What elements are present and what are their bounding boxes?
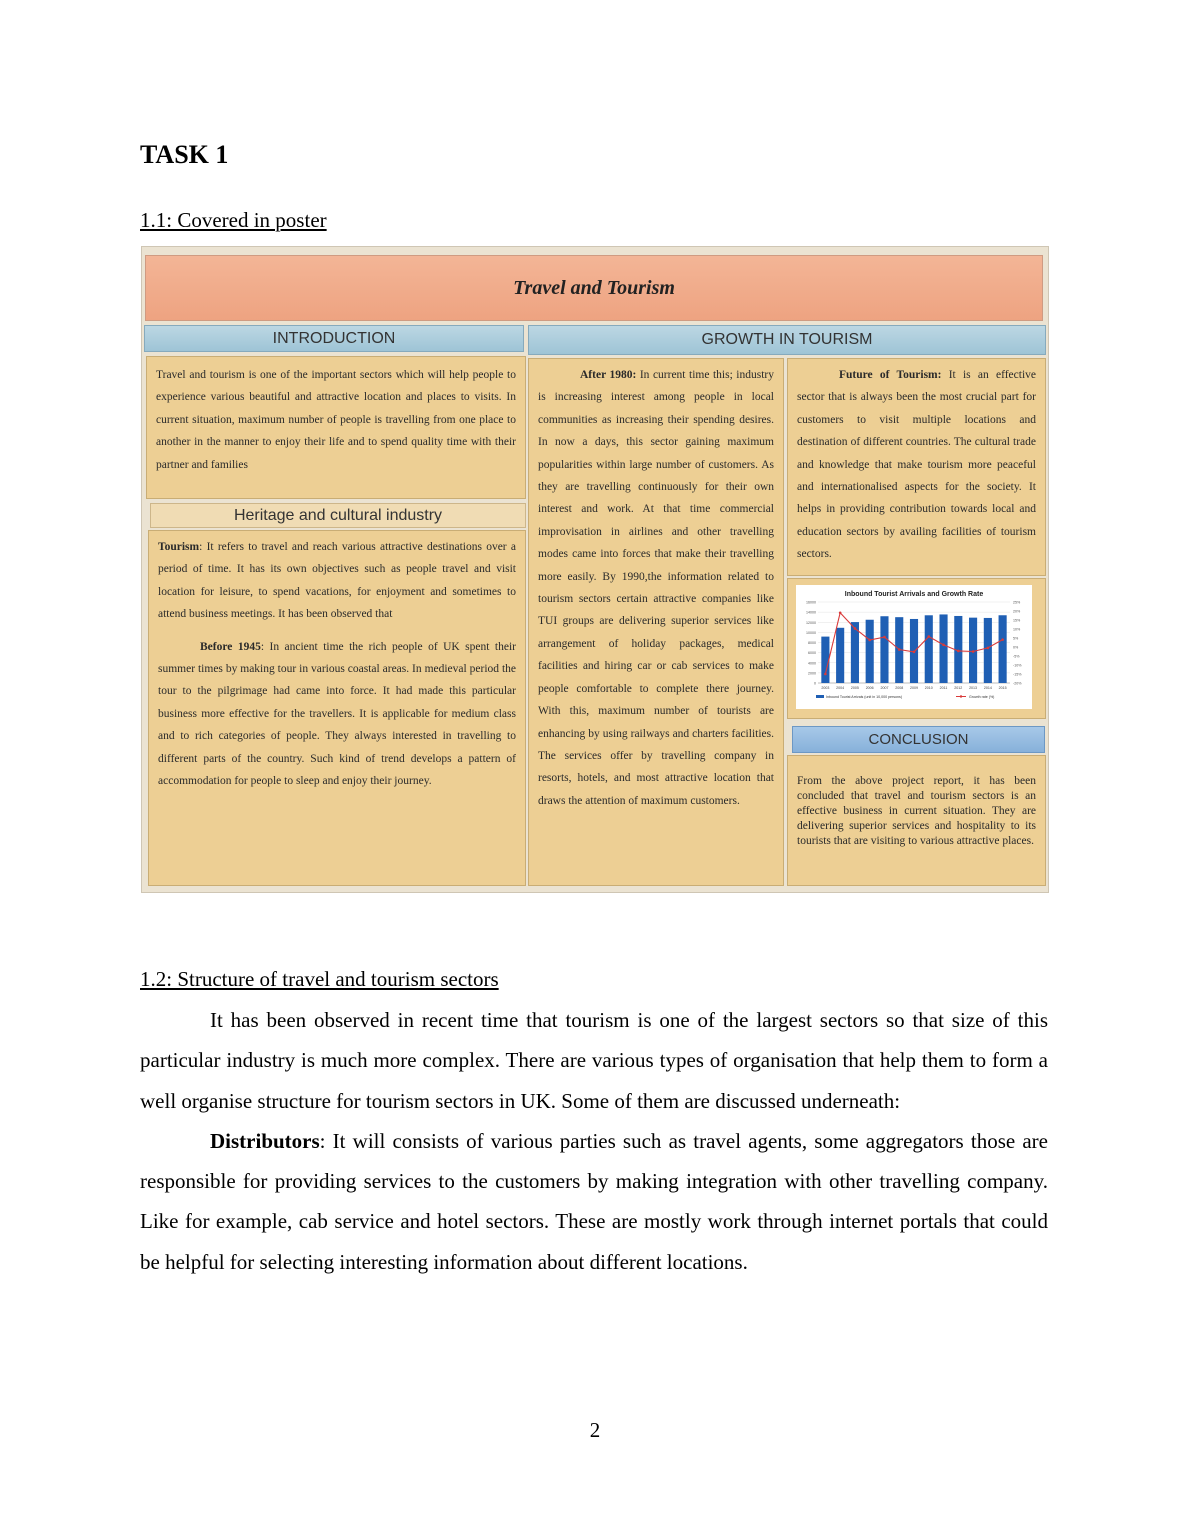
growth-point xyxy=(854,627,857,630)
after-1980-text: In current time this; industry is increasing interest among people in local communities as increasing their spending desires. In now a days, this sector gaining maximum popularities within large number of customers. As they are travelling continuously for their own interest and work. At that time commercial improvisation in airlines and other travelling modes came into forces that make their travelling more easily. By 1990,the information related to tourism sectors certain attractive companies like TUI groups are delivering superior services like arrangement of holiday packages, medical facilities and hiring car or cab services to make people comfortable to complete there journey. With this, maximum number of tourists are enhancing by using railways and charters facilities. The services offer by travelling company in resorts, hotels, and most attractive location that draws the attention of maximum customers. xyxy=(538,369,775,807)
future-box xyxy=(787,358,1046,576)
poster-title: Travel and Tourism xyxy=(145,255,1043,321)
tourism-text: : It refers to travel and reach various attractive destinations over a period of time. It has its own objectives such as people travel and visit location for leisure, to spend vacations, for enjoyment and sometimes to attend business meetings. It has been observed that xyxy=(158,541,516,621)
y-tick-label: 4000 xyxy=(808,661,816,666)
x-tick-label: 2013 xyxy=(969,686,978,690)
after-1980-paragraph xyxy=(538,364,774,812)
y-tick-label: 8000 xyxy=(808,641,816,645)
inbound-tourist-chart xyxy=(796,585,1032,709)
growth-point xyxy=(913,651,916,654)
growth-point xyxy=(883,636,886,639)
paragraph-intro: It has been observed in recent time that tourism is one of the largest sectors so that size of this particular industry is much more complex. There are various types of organisation that help them to form a well organise structure for tourism sectors in UK. Some of them are discussed underneath: xyxy=(140,1008,1048,1113)
future-paragraph xyxy=(797,364,1036,566)
tourism-paragraph xyxy=(158,536,516,626)
growth-point xyxy=(868,639,871,642)
body-text xyxy=(140,1000,1048,1282)
heritage-heading: Heritage and cultural industry xyxy=(150,503,526,528)
x-tick-label: 2012 xyxy=(954,686,963,690)
growth-point xyxy=(987,647,990,650)
x-tick-label: 2007 xyxy=(880,686,889,690)
distributors-text: : It will consists of various parties such as travel agents, some aggregators those are responsible for providing services to the customers by making integration with other travelling company. Like for example, cab service and hotel sectors. These are mostly work through internet portals that could be helpful for selecting interesting information about different locations. xyxy=(140,1128,1048,1274)
conclusion-heading: CONCLUSION xyxy=(792,726,1045,753)
bar xyxy=(880,616,888,683)
growth-point xyxy=(927,635,930,638)
page-number: 2 xyxy=(589,1418,601,1442)
x-tick-label: 2009 xyxy=(910,686,918,690)
y2-tick-label: 5% xyxy=(1013,636,1019,641)
growth-heading: GROWTH IN TOURISM xyxy=(528,325,1046,355)
before-1945-label: Before 1945 xyxy=(200,640,261,653)
growth-point xyxy=(972,650,975,653)
before-1945-paragraph xyxy=(158,636,516,793)
bar xyxy=(821,637,829,683)
y-tick-label: 6000 xyxy=(808,651,816,656)
y2-tick-label: -15% xyxy=(1013,672,1022,677)
y-tick-label: 16000 xyxy=(806,600,816,605)
y-tick-label: 0 xyxy=(814,681,816,686)
y-tick-label: 2000 xyxy=(808,671,816,676)
y2-tick-label: -20% xyxy=(1013,681,1022,686)
y2-tick-label: 10% xyxy=(1013,627,1021,632)
bar xyxy=(836,628,844,683)
y-tick-label: 14000 xyxy=(806,610,816,615)
conclusion-box xyxy=(787,755,1046,886)
y2-tick-label: 20% xyxy=(1013,609,1021,614)
y2-tick-label: -5% xyxy=(1013,654,1020,659)
future-text: It is an effective sector that is always been the most crucial part for customers to visit multiple locations and destination of different countries. The cultural trade and knowledge that make tourism more peaceful and internationalised aspects for the society. It helps in providing contribution towards local and education sectors by availing facilities of tourism sectors. xyxy=(797,369,1036,561)
y-tick-label: 10000 xyxy=(806,630,816,635)
y2-tick-label: 0% xyxy=(1013,645,1019,650)
y2-tick-label: -10% xyxy=(1013,663,1022,668)
x-tick-label: 2008 xyxy=(895,686,904,690)
bar xyxy=(984,618,992,683)
after-1980-label: After 1980: xyxy=(580,369,637,381)
task-heading: TASK 1 xyxy=(140,140,229,169)
y2-tick-label: 25% xyxy=(1013,600,1021,605)
section-heading-1-1: 1.1: Covered in poster xyxy=(140,208,327,232)
poster xyxy=(141,246,1049,893)
chart-box xyxy=(787,578,1046,719)
x-tick-label: 2011 xyxy=(939,686,948,690)
x-tick-label: 2010 xyxy=(924,686,933,690)
growth-point xyxy=(1001,638,1004,641)
paragraph-distributors xyxy=(140,1121,1048,1282)
x-tick-label: 2014 xyxy=(983,686,992,690)
bar xyxy=(939,614,947,683)
bar xyxy=(999,615,1007,683)
legend-label-line: Growth rate (%) xyxy=(969,695,995,699)
growth-point xyxy=(898,648,901,651)
conclusion-text: From the above project report, it has been concluded that travel and tourism sectors is an effective business in current situation. They are delivering superior services and hospitality to its tourists that are visiting to various attractive places. xyxy=(797,775,1036,847)
future-label: Future of Tourism: xyxy=(839,369,942,381)
bar xyxy=(866,620,874,683)
section-heading-1-2: 1.2: Structure of travel and tourism sectors xyxy=(140,967,499,991)
after-1980-box xyxy=(528,358,784,886)
x-tick-label: 2005 xyxy=(850,686,859,690)
introduction-heading: INTRODUCTION xyxy=(144,325,524,352)
x-tick-label: 2015 xyxy=(998,686,1007,690)
x-tick-label: 2004 xyxy=(836,686,845,690)
x-tick-label: 2003 xyxy=(821,686,830,690)
y2-tick-label: 15% xyxy=(1013,618,1021,623)
chart-title: Inbound Tourist Arrivals and Growth Rate xyxy=(844,591,984,598)
legend-swatch-point xyxy=(960,695,962,697)
chart-panel xyxy=(796,585,1032,709)
growth-point xyxy=(839,612,842,615)
introduction-box xyxy=(146,356,526,499)
before-1945-text: : In ancient time the rich people of UK spent their summer times by making tour in various coastal areas. In medieval period the tour to the pilgrimage had came into force. It had made this particular business more effective for the travellers. It is applicable for medium class and to rich categories of people. They always interested in travelling to different parts of the country. Such kind of trend develops a pattern of accommodation for people to sleep and enjoy their journey. xyxy=(158,640,516,788)
heritage-box xyxy=(148,530,526,886)
introduction-text: Travel and tourism is one of the important sectors which will help people to experience various beautiful and attractive location and places to visits. In current situation, maximum number of people is travelling from one place to another in the manner to enjoy their life and to spend quality time with their partner and families xyxy=(156,369,516,471)
growth-point xyxy=(824,673,827,676)
legend-swatch-bars xyxy=(816,695,824,698)
legend-label-bars: Inbound Tourist Arrivals (unit in 10,000 persons) xyxy=(826,695,903,699)
bar xyxy=(925,615,933,683)
growth-point xyxy=(957,650,960,653)
growth-point xyxy=(942,644,945,647)
x-tick-label: 2006 xyxy=(865,686,874,690)
tourism-label: Tourism xyxy=(158,541,200,553)
y-tick-label: 12000 xyxy=(806,620,816,625)
distributors-label: Distributors xyxy=(210,1128,320,1153)
